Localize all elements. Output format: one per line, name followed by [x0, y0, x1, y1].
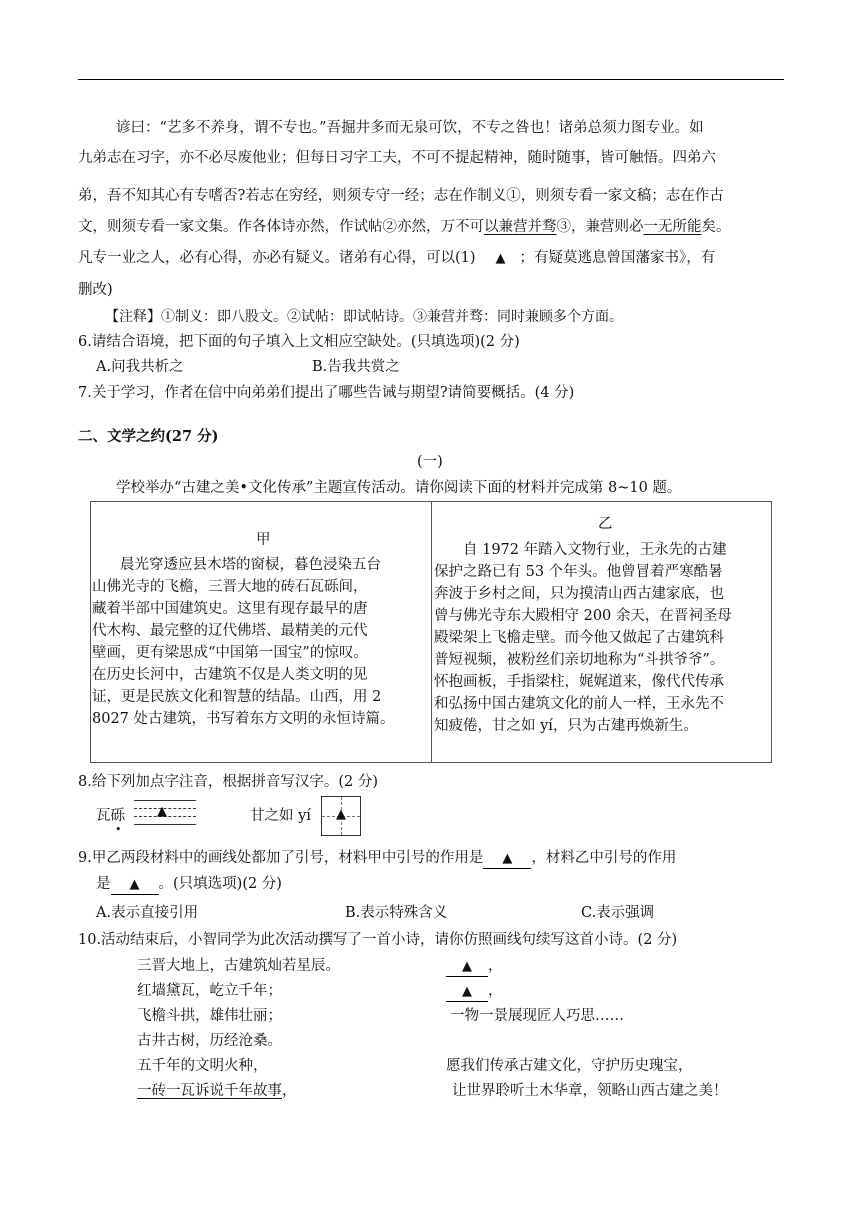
header-rule: [78, 79, 784, 80]
q6-option-a: A.问我共析之: [96, 359, 184, 375]
q8-word-1: 瓦砾: [96, 808, 125, 824]
material-yi-line: 普短视频，被粉丝们亲切地称为“斗拱爷爷”。: [434, 652, 725, 668]
material-jia-line: 8027 处古建筑，书写着东方文明的永恒诗篇。: [92, 711, 395, 727]
material-yi-line: 和弘扬中国古建筑文化的前人一样，王永先不: [434, 696, 724, 712]
question-7: 7.关于学习，作者在信中向弟弟们提出了哪些告诫与期望?请简要概括。(4 分): [78, 385, 575, 401]
material-jia-line: 在历史长河中，古建筑不仅是人类文明的见: [92, 667, 368, 683]
question-8: 8.给下列加点字注音，根据拼音写汉字。(2 分): [78, 774, 378, 790]
q8-word-2: 甘之如 yí: [250, 808, 311, 824]
emphasis-dot: •: [115, 823, 122, 836]
passage-note: 【注释】①制义：即八股文。②试帖：即试帖诗。③兼营并骛：同时兼顾多个方面。: [105, 309, 623, 325]
poem-left-line: 三晋大地上，古建筑灿若星辰。: [137, 958, 340, 974]
character-writing-box: [321, 796, 361, 836]
poem-right-line: 让世界聆听土木华章，领略山西古建之美！: [452, 1083, 728, 1099]
material-yi-line: 自 1972 年踏入文物行业，王永先的古建: [463, 542, 727, 558]
section-2-subtitle: (一): [417, 454, 443, 470]
material-jia-line: 壁画，更有梁思成“中国第一国宝”的惊叹。: [92, 645, 368, 661]
passage-line-5: 凡专一业之人，必有心得，亦必有疑义。诸弟有心得，可以(1) ▲ ；有疑莫逃息曾国藩家书》，有: [78, 250, 716, 266]
pinyin-answer-triangle: ▲: [157, 804, 167, 819]
material-jia-line: 证，更是民族文化和智慧的结晶。山西，用 2: [92, 689, 382, 705]
material-yi-line: 知疲倦，甘之如 yí，只为古建再焕新生。: [434, 718, 698, 734]
question-9-line-2: 是 ▲ 。(只填选项)(2 分): [96, 874, 282, 895]
material-jia-line: 藏着半部中国建筑史。这里有现存最早的唐: [92, 601, 368, 617]
poem-right-blank-2: ▲ ，: [446, 981, 503, 1002]
passage-line-2: 九弟志在习字，亦不必尽废他业；但每日习字工夫，不可不提起精神，随时随事，皆可触悟。四弟六: [78, 150, 716, 166]
material-jia-title: 甲: [256, 532, 271, 548]
q9-option-b: B.表示特殊含义: [345, 905, 448, 921]
underlined-phrase-2: 一无所能: [643, 219, 702, 235]
poem-right-blank-1: ▲ ，: [446, 956, 503, 977]
material-jia-line: 晨光穿透应县木塔的窗棂，暮色浸染五台: [120, 557, 381, 573]
material-yi-title: 乙: [598, 516, 613, 532]
material-yi-cell: [432, 502, 772, 763]
poem-left-line: 飞檐斗拱，雄伟壮丽；: [137, 1008, 282, 1024]
poem-left-underlined-line: 一砖一瓦诉说千年故事，: [137, 1083, 297, 1099]
material-yi-line: 怀抱画板，手指梁柱，娓娓道来，像代代传承: [434, 674, 724, 690]
material-yi-line: 奔波于乡村之间，只为摸清山西古建家底，也: [434, 586, 724, 602]
passage-line-1: 谚曰：“艺多不养身，谓不专也。”吾掘井多而无泉可饮，不专之咎也！诸弟总须力图专业。如: [116, 120, 704, 136]
q6-option-b: B.告我共赏之: [312, 359, 400, 375]
question-10: 10.活动结束后，小智同学为此次活动撰写了一首小诗，请你仿照画线句续写这首小诗。(2 分): [78, 932, 678, 948]
passage-line-4: 文，则须专看一家文集。作各体诗亦然，作试帖②亦然，万不可以兼营并骛③，兼营则必一无所能矣。: [78, 219, 731, 235]
question-6: 6.请结合语境，把下面的句子填入上文相应空缺处。(只填选项)(2 分): [78, 334, 520, 350]
underlined-phrase-1: 以兼营并骛: [484, 219, 557, 235]
material-yi-line: 曾与佛光寺东大殿相守 200 余天，在晋祠圣母: [434, 608, 732, 624]
passage-line-6: 删改): [78, 282, 113, 298]
answer-blank-triangle: ▲: [495, 251, 506, 266]
poem-right-line: 一物一景展现匠人巧思……: [450, 1008, 624, 1024]
section-2-intro: 学校举办“古建之美•文化传承”主题宣传活动。请你阅读下面的材料并完成第 8~10 题。: [116, 480, 682, 496]
poem-left-line: 古井古树，历经沧桑。: [137, 1033, 282, 1049]
question-9-line-1: 9.甲乙两段材料中的画线处都加了引号，材料甲中引号的作用是 ▲ ，材料乙中引号的作用: [78, 848, 676, 869]
section-2-title: 二、文学之约(27 分): [78, 428, 219, 445]
q9-option-a: A.表示直接引用: [96, 905, 199, 921]
q9-answer-blank-1: ▲: [483, 849, 531, 869]
material-jia-line: 代木构、最完整的辽代佛塔、最精美的元代: [92, 623, 368, 639]
poem-right-line: 愿我们传承古建文化，守护历史瑰宝，: [446, 1058, 693, 1074]
q9-answer-blank-2: ▲: [111, 875, 159, 895]
passage-line-3: 弟，吾不知其心有专嗜否?若志在穷经，则须专守一经；志在作制义①，则须专看一家文稿；志在作古: [78, 188, 724, 204]
material-jia-line: 山佛光寺的飞檐，三晋大地的砖石瓦砾间，: [92, 579, 368, 595]
material-jia-cell: [91, 502, 432, 763]
material-yi-line: 保护之路已有 53 个年头。他曾冒着严寒酷暑: [434, 564, 723, 580]
character-answer-triangle: ▲: [336, 807, 346, 822]
material-table: [90, 501, 772, 763]
material-yi-line: 殿梁架上飞檐走壁。而今他又做起了古建筑科: [434, 630, 724, 646]
poem-left-line: 五千年的文明火种，: [137, 1058, 268, 1074]
q9-option-c: C.表示强调: [581, 905, 655, 921]
poem-left-line: 红墙黛瓦，屹立千年；: [137, 983, 282, 999]
